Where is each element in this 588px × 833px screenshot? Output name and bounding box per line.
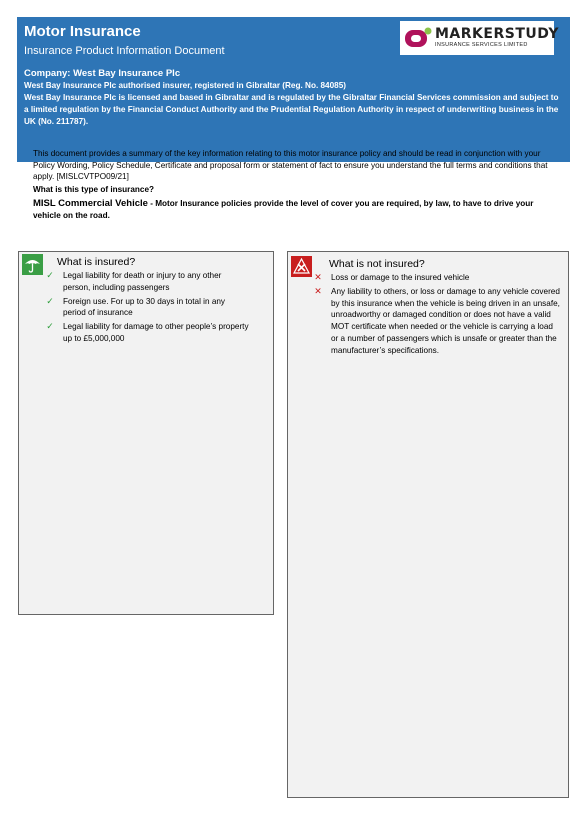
product-description [33, 198, 553, 221]
product-description-text: - Motor Insurance policies provide the level of cover you are required, by law, to have to drive your vehicle on the road. [33, 199, 534, 220]
check-icon: ✓ [46, 321, 54, 332]
logo-tagline: INSURANCE SERVICES LIMITED [435, 42, 528, 48]
list-item: ✓ Legal liability for death or injury to any other person, including passengers [44, 270, 249, 294]
regulation-statement: West Bay Insurance Plc is licensed and based in Gibraltar and is regulated by the Gibraltar Financial Services commission and subject to a limited regulation by the Financial Conduct Authority and the Prudential Regulation Authority in respect of underwriting business in the UK (No. 211787). [24, 93, 559, 126]
intro-section [33, 148, 553, 221]
product-name: MISL Commercial Vehicle [33, 198, 148, 209]
not-insured-list [312, 272, 560, 359]
markerstudy-logo [400, 21, 559, 55]
check-icon: ✓ [46, 295, 54, 306]
check-icon: ✓ [46, 270, 54, 280]
authorised-statement: West Bay Insurance Plc authorised insurer, registered in Gibraltar (Reg. No. 84085) [24, 81, 346, 90]
insured-list [44, 270, 249, 347]
insured-title: What is insured? [57, 256, 136, 268]
insurance-type-question: What is this type of insurance? [33, 184, 155, 194]
document-subtitle: Insurance Product Information Document [24, 45, 225, 57]
not-insured-title: What is not insured? [329, 258, 425, 270]
header-banner [17, 17, 570, 162]
company-name: Company: West Bay Insurance Plc [24, 68, 181, 79]
list-item: ✕ Any liability to others, or loss or damage to any vehicle covered by this insurance when the vehicle is being driven in an unsafe, unroadworthy or damaged condition or does not have a valid MOT certificate when needed or the vehicle is carrying a load or a number of passengers which is unsafe or greater than the manufacturer’s specifications. [312, 286, 560, 357]
list-item: ✓ Legal liability for damage to other people’s property up to £5,000,000 [44, 321, 249, 345]
summary-text: This document provides a summary of the key information relating to this motor insurance policy and should be read in conjunction with your Policy Wording, Policy Schedule, Certificate and proposal form or statement of fact to ensure you understand the full terms and conditions that apply. [MISLCVTPO09/21] [33, 149, 548, 181]
list-item: ✓ Foreign use. For up to 30 days in total in any period of insurance [44, 296, 249, 320]
document-title: Motor Insurance [24, 23, 141, 40]
logo-mark-icon [404, 27, 432, 49]
list-item: ✕ Loss or damage to the insured vehicle [312, 272, 560, 284]
car-crash-icon [291, 256, 312, 277]
cross-icon: ✕ [314, 272, 322, 282]
cross-icon: ✕ [314, 285, 322, 296]
umbrella-icon [22, 254, 43, 275]
logo-name: MARKERSTUDY [435, 26, 559, 42]
